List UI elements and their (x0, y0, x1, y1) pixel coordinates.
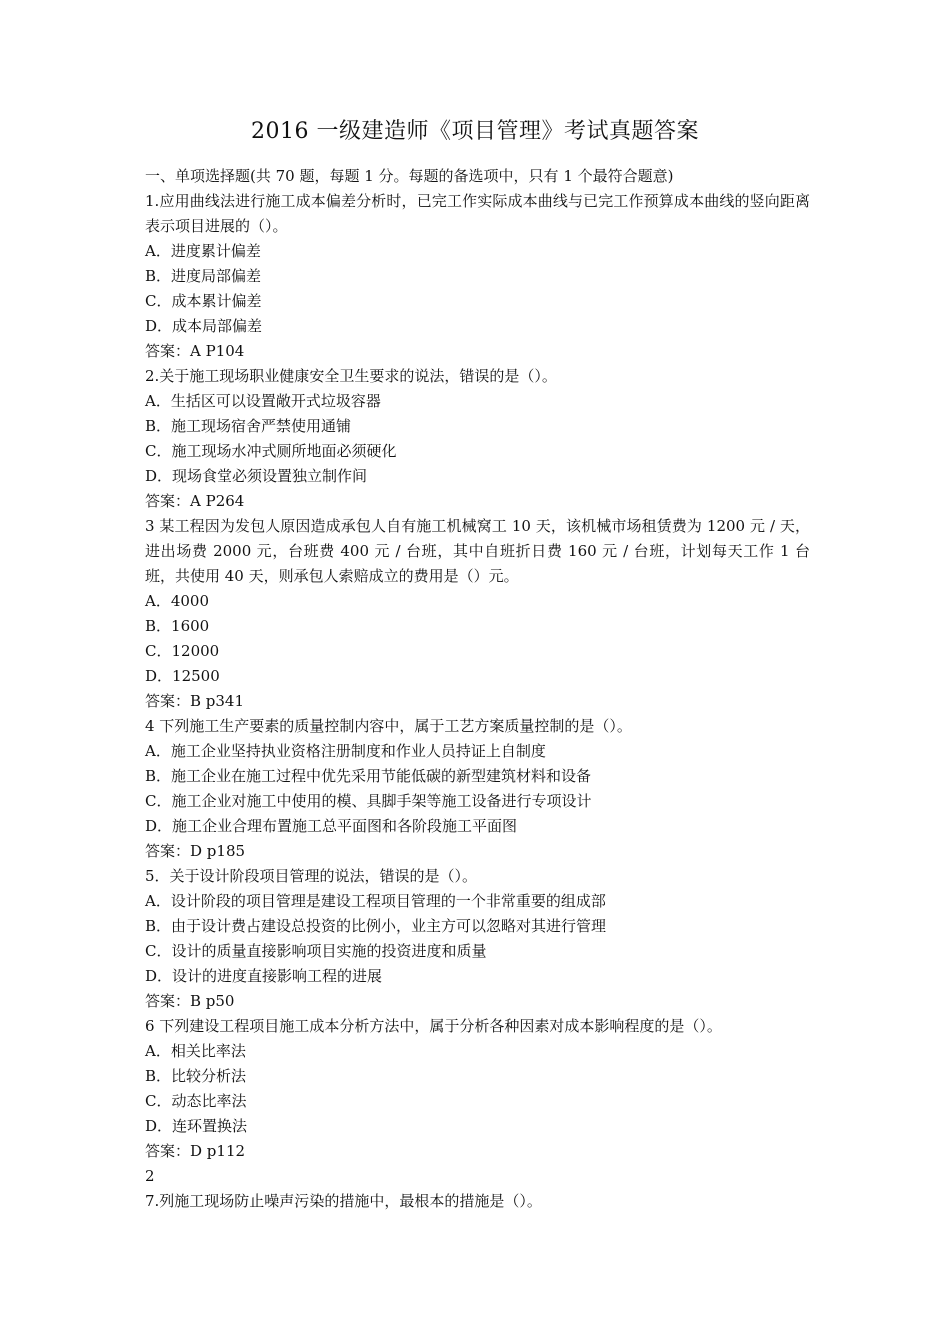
question-6-option-a: A．相关比率法 (145, 1042, 246, 1060)
question-6-option-d: D．连环置换法 (145, 1117, 248, 1135)
question-2-answer: 答案：A P264 (145, 492, 245, 510)
question-2-option-a: A．生括区可以设置敞开式垃圾容器 (145, 392, 381, 410)
question-1-stem: 1.应用曲线法进行施工成本偏差分析时，已完工作实际成本曲线与已完工作预算成本曲线的竖向距离表示项目进展的（）。 (145, 192, 810, 235)
page-number: 2 (145, 1167, 155, 1185)
question-5-answer: 答案：B p50 (145, 992, 235, 1010)
question-2-option-c: C．施工现场水冲式厕所地面必须硬化 (145, 442, 397, 460)
question-5-option-d: D．设计的进度直接影响工程的进展 (145, 967, 383, 985)
question-2-option-b: B．施工现场宿舍严禁使用通铺 (145, 417, 352, 435)
question-6-answer: 答案：D p112 (145, 1142, 246, 1160)
question-2-stem: 2.关于施工现场职业健康安全卫生要求的说法，错误的是（）。 (145, 367, 557, 385)
question-6-stem: 6 下列建设工程项目施工成本分析方法中，属于分析各种因素对成本影响程度的是（）。 (145, 1017, 722, 1035)
question-3-stem: 3 某工程因为发包人原因造成承包人自有施工机械窝工 10 天，该机械市场租赁费为 1200 元 / 天，进出场费 2000 元，台班费 400 元 / 台班，其中自班折日费 160 元 / 台班，计划每天工作 1 台班，共使用 40 天，则承包人索赔成立的费用是（）元。 (145, 517, 810, 585)
question-5-option-b: B．由于设计费占建设总投资的比例小，业主方可以忽略对其进行管理 (145, 917, 607, 935)
question-4-option-a: A．施工企业坚持执业资格注册制度和作业人员持证上自制度 (145, 742, 546, 760)
question-4-option-d: D．施工企业合理布置施工总平面图和各阶段施工平面图 (145, 817, 518, 835)
question-4-stem: 4 下列施工生产要素的质量控制内容中，属于工艺方案质量控制的是（）。 (145, 717, 632, 735)
question-4-answer: 答案：D p185 (145, 842, 246, 860)
question-1-option-c: C．成本累计偏差 (145, 292, 262, 310)
document-body (145, 164, 810, 1214)
section-header: 一、单项选择题(共 70 题，每题 1 分。每题的备选项中，只有 1 个最符合题意) (145, 167, 674, 185)
document-title: 2016 一级建造师《项目管理》考试真题答案 (251, 119, 699, 144)
question-1-option-d: D．成本局部偏差 (145, 317, 263, 335)
question-5-option-c: C．设计的质量直接影响项目实施的投资进度和质量 (145, 942, 487, 960)
question-1-option-a: A．进度累计偏差 (145, 242, 261, 260)
question-7-stem: 7.列施工现场防止噪声污染的措施中，最根本的措施是（）。 (145, 1192, 542, 1210)
question-3-option-d: D．12500 (145, 667, 220, 685)
question-4-option-c: C．施工企业对施工中使用的模、具脚手架等施工设备进行专项设计 (145, 792, 592, 810)
question-5-stem: 5．关于设计阶段项目管理的说法，错误的是（）。 (145, 867, 478, 885)
question-3-option-c: C．12000 (145, 642, 220, 660)
question-4-option-b: B．施工企业在施工过程中优先采用节能低碳的新型建筑材料和设备 (145, 767, 592, 785)
question-2-option-d: D．现场食堂必须设置独立制作间 (145, 467, 368, 485)
question-6-option-c: C．动态比率法 (145, 1092, 247, 1110)
question-1-answer: 答案：A P104 (145, 342, 245, 360)
question-6-option-b: B．比较分析法 (145, 1067, 247, 1085)
question-1-option-b: B．进度局部偏差 (145, 267, 262, 285)
question-3-option-a: A．4000 (145, 592, 210, 610)
question-3-answer: 答案：B p341 (145, 692, 245, 710)
question-5-option-a: A．设计阶段的项目管理是建设工程项目管理的一个非常重要的组成部 (145, 892, 606, 910)
question-3-option-b: B．1600 (145, 617, 210, 635)
